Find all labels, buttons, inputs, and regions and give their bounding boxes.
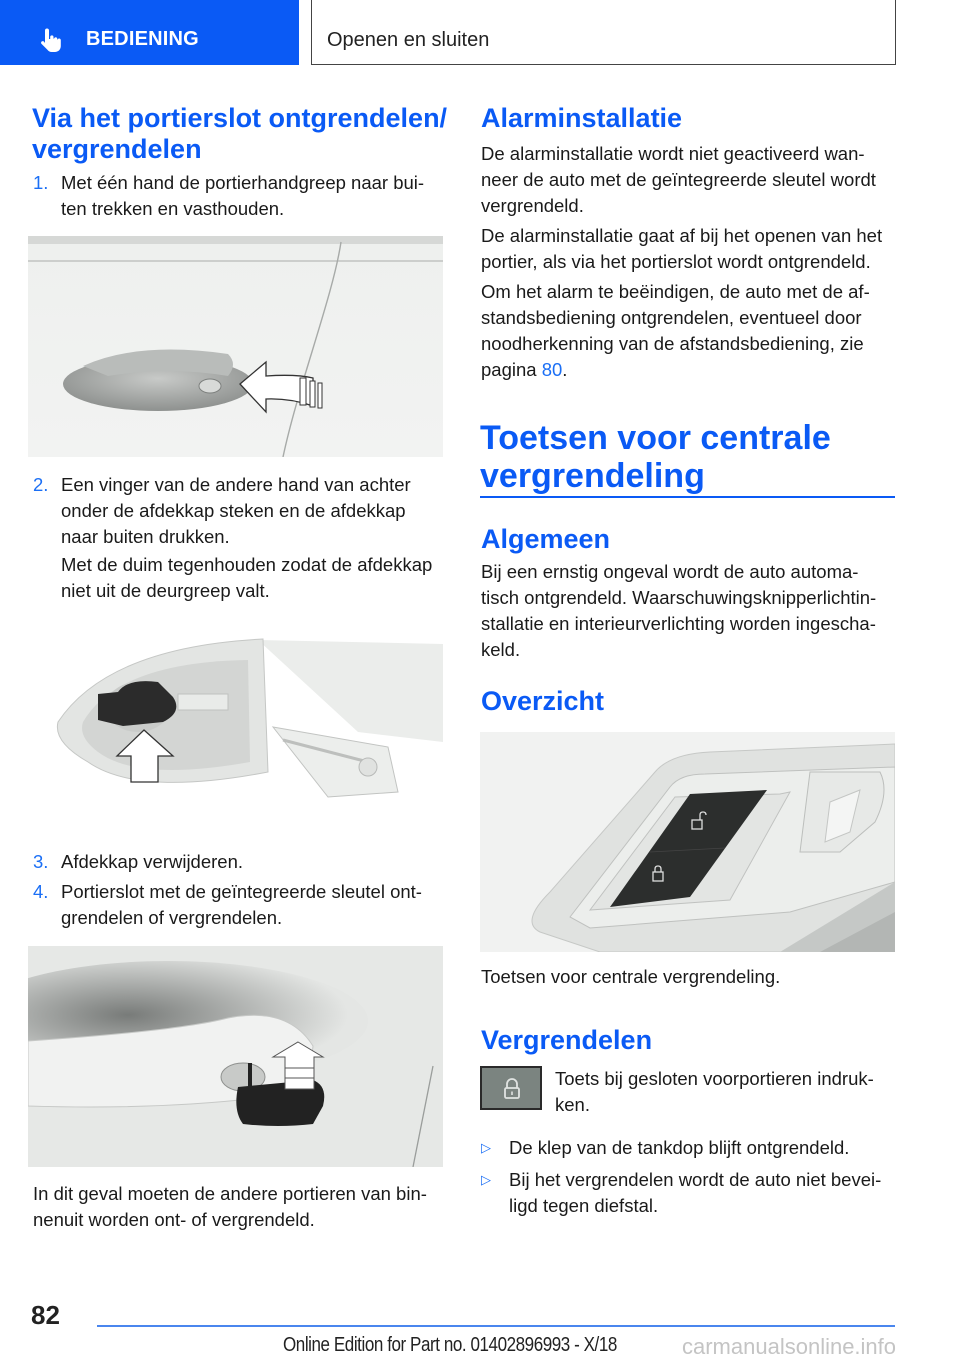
heading-line: Via het portierslot ontgrendelen/ <box>32 103 448 133</box>
text-line: Met één hand de portierhandgreep naar bui- <box>61 172 425 193</box>
step-text <box>61 472 411 550</box>
step-number: 4. <box>33 881 49 902</box>
closing-text <box>33 1181 427 1233</box>
text-line: Bij een ernstig ongeval wordt de auto automa- <box>481 561 859 582</box>
step-number: 2. <box>33 474 49 495</box>
text-line: neer de auto met de geïntegreerde sleutel wordt <box>481 169 876 190</box>
text-line: Portierslot met de geïntegreerde sleutel ont- <box>61 881 422 902</box>
step-text <box>61 879 422 931</box>
cover-removed-image <box>28 622 443 822</box>
bullet-triangle-icon: ▷ <box>481 1140 491 1155</box>
chapter-title-box <box>311 0 896 65</box>
lock-instruction <box>555 1066 874 1118</box>
bullet-item <box>509 1135 849 1161</box>
text-line: onder de afdekkap steken en de afdekkap <box>61 500 406 521</box>
text-line: noodherkenning van de afstandsbediening, zie <box>481 333 864 354</box>
text-line: keld. <box>481 639 521 660</box>
text-line: standsbediening ontgrendelen, eventueel door <box>481 307 862 328</box>
bullet-triangle-icon: ▷ <box>481 1172 491 1187</box>
lock-button-illustration <box>480 1066 542 1110</box>
text-line: Een vinger van de andere hand van achter <box>61 474 411 495</box>
page-reference-link[interactable]: 80 <box>541 359 563 380</box>
step-text <box>61 849 243 875</box>
text-line: Om het alarm te beëindigen, de auto met de af- <box>481 281 870 302</box>
step-note <box>61 552 432 604</box>
text-line: ken. <box>555 1094 590 1115</box>
text-line: naar buiten drukken. <box>61 526 230 547</box>
heading-line: Toetsen voor centrale <box>480 419 831 457</box>
section-heading-general: Algemeen <box>481 524 611 554</box>
text-line: De alarminstallatie gaat af bij het openen van het <box>481 225 883 246</box>
text-line: grendelen of vergrendelen. <box>61 907 283 928</box>
text-line: Bij het vergrendelen wordt de auto niet bevei- <box>509 1169 882 1190</box>
step-number: 3. <box>33 851 49 872</box>
chapter-heading-central-locking <box>480 419 831 495</box>
overview-caption: Toetsen voor centrale vergrendeling. <box>481 966 781 987</box>
alarm-paragraph-1 <box>481 141 876 219</box>
text-line: ligd tegen diefstal. <box>509 1195 659 1216</box>
step-number: 1. <box>33 172 49 193</box>
section-heading-lock: Vergrendelen <box>481 1025 653 1055</box>
chapter-title: Openen en sluiten <box>327 29 490 51</box>
text-line: stallatie en interieurverlichting worden ingescha- <box>481 613 876 634</box>
alarm-paragraph-2 <box>481 223 882 275</box>
bullet-item <box>509 1167 881 1219</box>
text-line: portier, als via het portierslot wordt ontgrendeld. <box>481 251 871 272</box>
key-in-lock-image <box>28 946 443 1167</box>
edition-info: Online Edition for Part no. 01402896993 - X/18 <box>283 1334 617 1356</box>
hand-pointer-icon <box>40 27 64 53</box>
text-line: Afdekkap verwijderen. <box>61 851 244 872</box>
step-text <box>61 170 424 222</box>
text-line: pagina <box>481 359 542 380</box>
text-line: vergrendeld. <box>481 195 584 216</box>
padlock-closed-icon <box>503 1078 521 1100</box>
text-line: ten trekken en vasthouden. <box>61 198 285 219</box>
central-locking-buttons-image <box>480 732 895 952</box>
section-heading-overview: Overzicht <box>481 686 605 716</box>
punctuation: . <box>562 359 568 380</box>
heading-divider <box>480 496 895 498</box>
alarm-paragraph-3 <box>481 279 870 383</box>
text-line: Toets bij gesloten voorportieren indruk- <box>555 1068 874 1089</box>
text-line: Met de duim tegenhouden zodat de afdekkap <box>61 554 433 575</box>
footer-divider <box>97 1325 895 1327</box>
watermark: carmanualsonline.info <box>682 1334 897 1359</box>
section-heading-alarm: Alarminstallatie <box>481 103 683 133</box>
section-heading-door-lock <box>32 103 447 165</box>
door-handle-pull-image <box>28 236 443 457</box>
section-label: BEDIENING <box>86 28 199 50</box>
general-paragraph <box>481 559 876 663</box>
page-number: 82 <box>31 1300 60 1330</box>
text-line: tisch ontgrendeld. Waarschuwingsknipperlichtin- <box>481 587 877 608</box>
text-line: niet uit de deurgreep valt. <box>61 580 270 601</box>
section-tab <box>0 0 299 65</box>
text-line: De klep van de tankdop blijft ontgrendeld. <box>509 1137 850 1158</box>
text-line: In dit geval moeten de andere portieren van bin- <box>33 1183 427 1204</box>
heading-line: vergrendeling <box>480 457 705 495</box>
heading-line: vergrendelen <box>32 134 202 164</box>
text-line: nenuit worden ont- of vergrendeld. <box>33 1209 315 1230</box>
text-line: De alarminstallatie wordt niet geactiveerd wan- <box>481 143 865 164</box>
